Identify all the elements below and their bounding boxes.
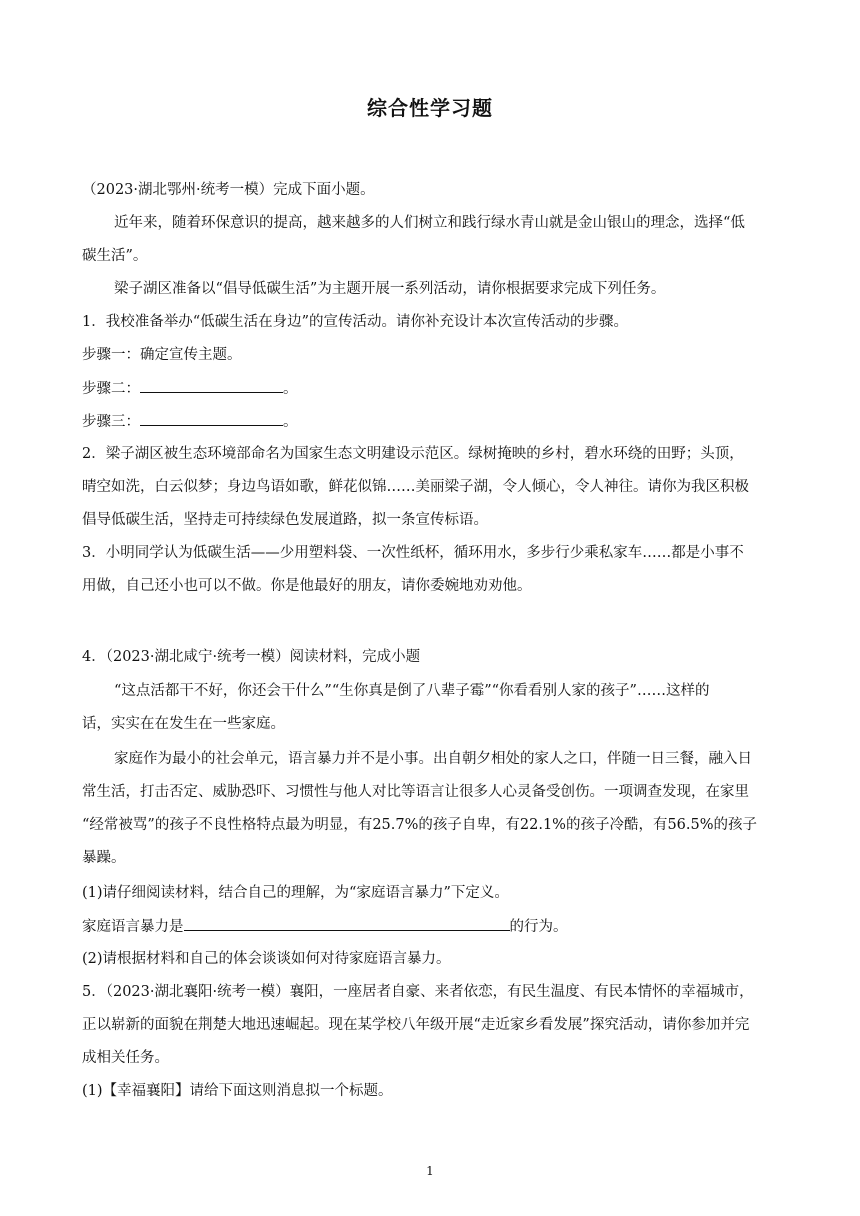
q4-definition-row	[82, 916, 782, 937]
q4-para2-line1: 家庭作为最小的社会单元，语言暴力并不是小事。出自朝夕相处的家人之口，伴随一日三餐，融入日	[114, 751, 752, 767]
q4-para2-line2: 常生活，打击否定、威胁恐吓、习惯性与他人对比等语言让很多人心灵备受创伤。一项调查发现，在家里	[82, 784, 749, 800]
q5-line3: 成相关任务。	[82, 1050, 169, 1066]
q1-para1-line1: 近年来，随着环保意识的提高，越来越多的人们树立和践行绿水青山就是金山银山的理念，选择“低	[114, 215, 745, 231]
q1-source: （2023·湖北鄂州·统考一模）完成下面小题。	[82, 182, 375, 198]
q1-item3-line1: 3．小明同学认为低碳生活——少用塑料袋、一次性纸杯，循环用水，多步行少乘私家车……都是小事不	[82, 545, 744, 561]
q4-sub2: (2)请根据材料和自己的体会谈谈如何对待家庭语言暴力。	[82, 951, 451, 967]
q4-def-suffix: 的行为。	[509, 919, 568, 935]
q1-item2-line3: 倡导低碳生活，坚持走可持续绿色发展道路，拟一条宣传标语。	[82, 512, 488, 528]
q4-para2-line3: “经常被骂”的孩子不良性格特点最为明显，有25.7%的孩子自卑，有22.1%的孩子冷酷，有56.5%的孩子	[82, 817, 758, 833]
q1-step3-period: 。	[283, 414, 298, 430]
page-number: 1	[426, 1164, 434, 1178]
q4-para2-line4: 暴躁。	[82, 850, 126, 866]
q1-step2-blank[interactable]	[140, 378, 283, 393]
q4-def-blank[interactable]	[184, 916, 510, 931]
q1-para1-line2: 碳生活”。	[82, 248, 148, 264]
q1-item1: 1．我校准备举办“低碳生活在身边”的宣传活动。请你补充设计本次宣传活动的步骤。	[82, 314, 629, 330]
q1-step3-row	[82, 411, 782, 432]
q1-step2-row	[82, 378, 782, 399]
q4-source: 4．（2023·湖北咸宁·统考一模）阅读材料，完成小题	[82, 649, 421, 665]
q1-step1: 步骤一：确定宣传主题。	[82, 347, 242, 363]
q1-item2-line2: 晴空如洗，白云似梦；身边鸟语如歌，鲜花似锦……美丽梁子湖，令人倾心，令人神往。请你为我区积极	[82, 479, 749, 495]
q5-line1: 5．（2023·湖北襄阳·统考一模）襄阳，一座居者自豪、来者依恋，有民生温度、有民本情怀的幸福城市，	[82, 984, 754, 1000]
q1-para2: 梁子湖区准备以“倡导低碳生活”为主题开展一系列活动，请你根据要求完成下列任务。	[114, 281, 666, 297]
page-title: 综合性学习题	[367, 96, 493, 120]
q4-para1-line2: 话，实实在在发生在一些家庭。	[82, 716, 285, 732]
q4-para1-line1: “这点活都干不好，你还会干什么”“生你真是倒了八辈子霉”“你看看别人家的孩子”……这样的	[114, 683, 710, 699]
q4-def-prefix: 家庭语言暴力是	[82, 919, 184, 935]
q1-step3-label: 步骤三：	[82, 414, 140, 430]
q4-sub1: (1)请仔细阅读材料，结合自己的理解，为“家庭语言暴力”下定义。	[82, 885, 509, 901]
q5-line2: 正以崭新的面貌在荆楚大地迅速崛起。现在某学校八年级开展“走近家乡看发展”探究活动，请你参加并完	[82, 1017, 750, 1033]
q1-step2-label: 步骤二：	[82, 381, 140, 397]
q1-step3-blank[interactable]	[140, 411, 283, 426]
q5-sub1: (1)【幸福襄阳】请给下面这则消息拟一个标题。	[82, 1083, 393, 1099]
q1-item3-line2: 用做，自己还小也可以不做。你是他最好的朋友，请你委婉地劝劝他。	[82, 578, 532, 594]
q1-step2-period: 。	[283, 381, 298, 397]
q1-item2-line1: 2．梁子湖区被生态环境部命名为国家生态文明建设示范区。绿树掩映的乡村，碧水环绕的田野；头顶，	[82, 446, 744, 462]
